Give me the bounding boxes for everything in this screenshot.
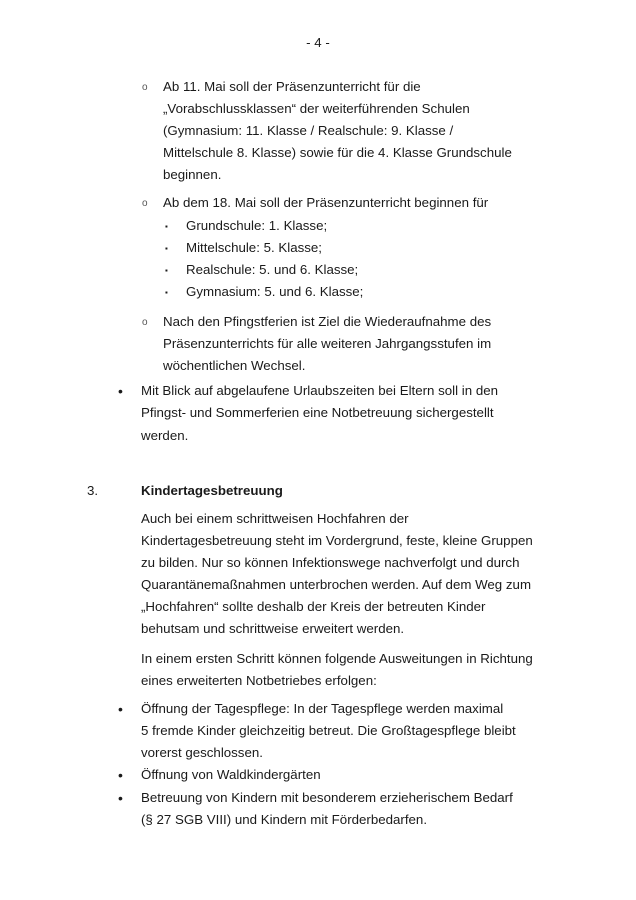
- text-line: Ab 11. Mai soll der Präsenzunterricht für die: [163, 79, 421, 94]
- text-line: Mittelschule 8. Klasse) sowie für die 4. Klasse Grundschule: [163, 145, 512, 160]
- bullet-icon: •: [118, 383, 123, 399]
- text-line: „Hochfahren“ sollte deshalb der Kreis der betreuten Kinder: [141, 599, 486, 614]
- section-title: Kindertagesbetreuung: [141, 483, 283, 498]
- text-line: behutsam und schrittweise erweitert werden.: [141, 621, 405, 636]
- text-line: Nach den Pfingstferien ist Ziel die Wiederaufnahme des: [163, 314, 492, 329]
- subitem-text: Realschule: 5. und 6. Klasse;: [186, 262, 359, 277]
- text-line: werden.: [141, 428, 189, 443]
- bullet-icon: •: [118, 790, 123, 806]
- text-line: Betreuung von Kindern mit besonderem erzieherischem Bedarf: [141, 790, 513, 805]
- text-line: Öffnung der Tagespflege: In der Tagespflege werden maximal: [141, 701, 504, 716]
- section-number: 3.: [87, 483, 99, 498]
- square-bullet-icon: ▪: [165, 266, 168, 275]
- text-line: Ab dem 18. Mai soll der Präsenzunterricht beginnen für: [163, 195, 489, 210]
- text-line: Präsenzunterrichts für alle weiteren Jahrgangsstufen im: [163, 336, 492, 351]
- text-line: zu bilden. Nur so können Infektionswege nachverfolgt und durch: [141, 555, 520, 570]
- text-line: eines erweiterten Notbetriebes erfolgen:: [141, 673, 377, 688]
- circle-bullet-icon: o: [142, 198, 148, 209]
- circle-bullet-icon: o: [142, 317, 148, 328]
- circle-bullet-icon: o: [142, 82, 148, 93]
- page-number: - 4 -: [306, 35, 330, 50]
- bullet-icon: •: [118, 767, 123, 783]
- text-line: Quarantänemaßnahmen unterbrochen werden. Auf dem Weg zum: [141, 577, 532, 592]
- subitem-text: Mittelschule: 5. Klasse;: [186, 240, 322, 255]
- text-line: Auch bei einem schrittweisen Hochfahren der: [141, 511, 409, 526]
- text-line: beginnen.: [163, 167, 222, 182]
- text-line: Mit Blick auf abgelaufene Urlaubszeiten bei Eltern soll in den: [141, 383, 499, 398]
- bullet-icon: •: [118, 701, 123, 717]
- text-line: 5 fremde Kinder gleichzeitig betreut. Die Großtagespflege bleibt: [141, 723, 516, 738]
- text-line: wöchentlichen Wechsel.: [163, 358, 306, 373]
- square-bullet-icon: ▪: [165, 222, 168, 231]
- text-line: (§ 27 SGB VIII) und Kindern mit Förderbedarfen.: [141, 812, 428, 827]
- text-line: (Gymnasium: 11. Klasse / Realschule: 9. Klasse /: [163, 123, 454, 138]
- text-line: Öffnung von Waldkindergärten: [141, 767, 321, 782]
- text-line: Pfingst- und Sommerferien eine Notbetreuung sichergestellt: [141, 405, 494, 420]
- text-line: In einem ersten Schritt können folgende Ausweitungen in Richtung: [141, 651, 533, 666]
- subitem-text: Grundschule: 1. Klasse;: [186, 218, 328, 233]
- subitem-text: Gymnasium: 5. und 6. Klasse;: [186, 284, 364, 299]
- text-line: Kindertagesbetreuung steht im Vordergrund, feste, kleine Gruppen: [141, 533, 533, 548]
- square-bullet-icon: ▪: [165, 288, 168, 297]
- text-line: vorerst geschlossen.: [141, 745, 263, 760]
- square-bullet-icon: ▪: [165, 244, 168, 253]
- text-line: „Vorabschlussklassen“ der weiterführenden Schulen: [163, 101, 470, 116]
